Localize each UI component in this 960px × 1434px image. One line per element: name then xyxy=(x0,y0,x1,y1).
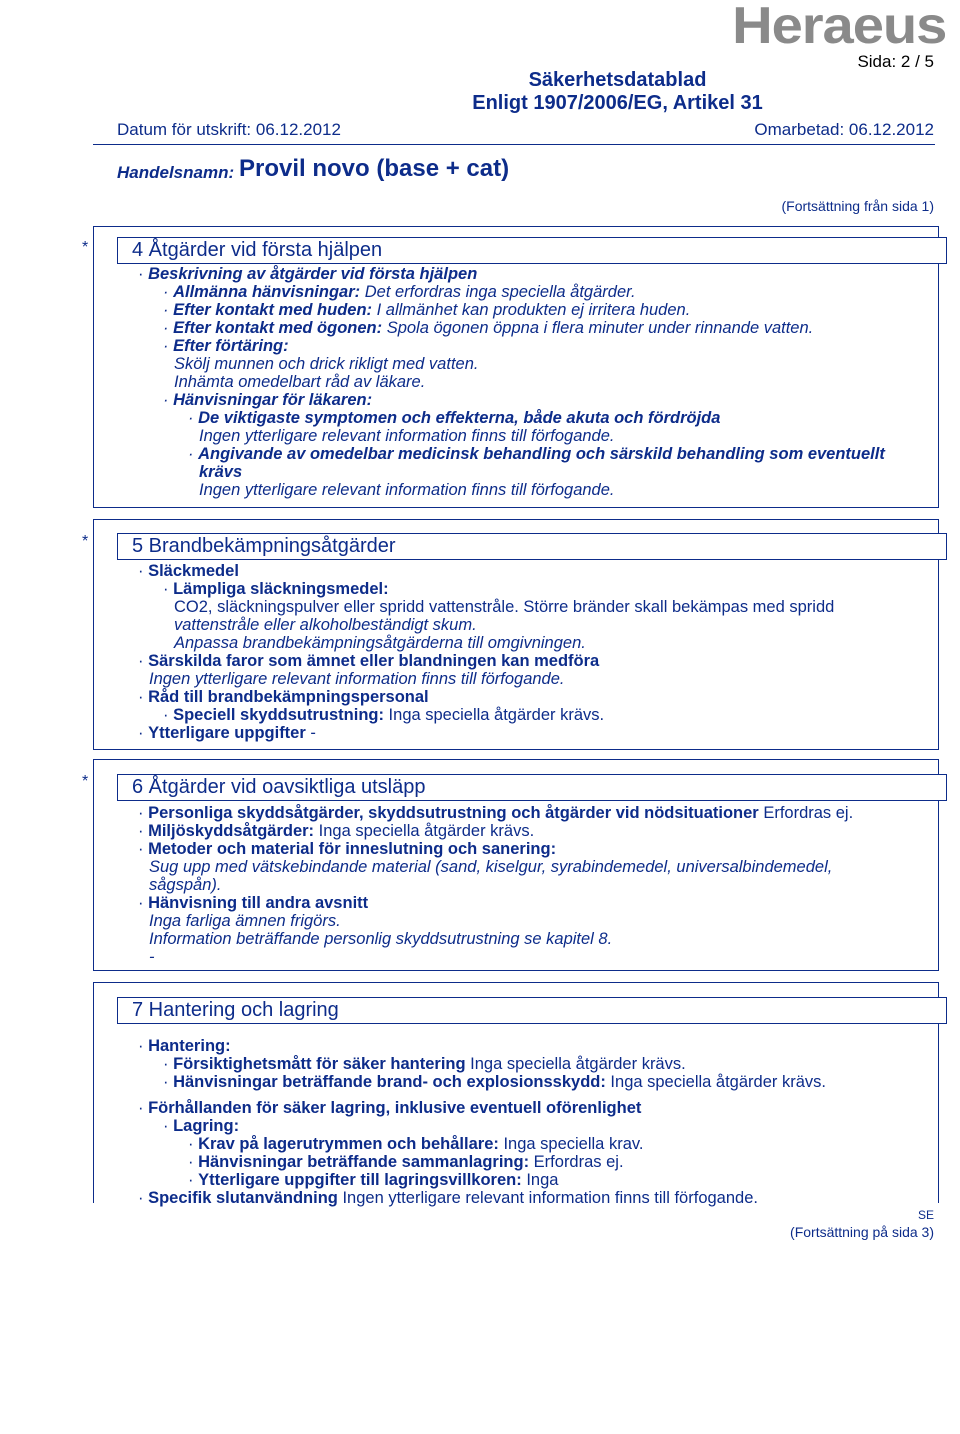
s4-line: · Hänvisningar för läkaren: xyxy=(163,391,373,409)
s5-line: · Särskilda faror som ämnet eller blandningen kan medföra xyxy=(138,652,600,670)
section5-change-marker: * xyxy=(82,533,89,550)
s4-line: · Angivande av omedelbar medicinsk behandling och särskild behandling som eventuellt xyxy=(188,445,885,463)
s6-line: · Hänvisning till andra avsnitt xyxy=(138,894,369,912)
trade-name-label: Handelsnamn: xyxy=(117,163,235,182)
page-number: Sida: 2 / 5 xyxy=(857,52,934,71)
s6-line: · Metoder och material för inneslutning och sanering: xyxy=(138,840,557,858)
s4-line: · Efter kontakt med ögonen: Spola ögonen öppna i flera minuter under rinnande vatten. xyxy=(163,319,814,337)
s6-line: Sug upp med vätskebindande material (sand, kiselgur, syrabindemedel, universalbindemedel, xyxy=(149,858,833,876)
s4-line: · Efter kontakt med huden: I allmänhet kan produkten ej irritera huden. xyxy=(163,301,691,319)
s4-line: · Beskrivning av åtgärder vid första hjälpen xyxy=(138,265,478,283)
continued-to: (Fortsättning på sida 3) xyxy=(790,1224,934,1240)
s7-line: · Lagring: xyxy=(163,1117,240,1135)
s6-line: Information beträffande personlig skyddsutrustning se kapitel 8. xyxy=(149,930,613,948)
s6-line: sågspån). xyxy=(149,876,222,894)
s6-line: · Personliga skyddsåtgärder, skyddsutrustning och åtgärder vid nödsituationer Erfordras ej. xyxy=(138,804,854,822)
s5-line: · Lämpliga släckningsmedel: xyxy=(163,580,389,598)
s5-line: · Råd till brandbekämpningspersonal xyxy=(138,688,429,706)
s5-line: · Speciell skyddsutrustning: Inga speciella åtgärder krävs. xyxy=(163,706,605,724)
heraeus-logo: Heraeus xyxy=(731,0,946,55)
section4-title: 4 Åtgärder vid första hjälpen xyxy=(117,237,947,264)
revised-date: Omarbetad: 06.12.2012 xyxy=(754,120,934,139)
s4-line: krävs xyxy=(199,463,243,481)
s7-line: · Förhållanden för säker lagring, inklusive eventuell oförenlighet xyxy=(138,1099,642,1117)
section6-title: 6 Åtgärder vid oavsiktliga utsläpp xyxy=(117,774,947,801)
s7-line: · Hänvisningar beträffande sammanlagring: Erfordras ej. xyxy=(188,1153,624,1171)
s7-line: · Försiktighetsmått för säker hantering Inga speciella åtgärder krävs. xyxy=(163,1055,686,1073)
section6-change-marker: * xyxy=(82,773,89,790)
trade-name-value: Provil novo (base + cat) xyxy=(239,155,510,182)
s4-line: · Efter förtäring: xyxy=(163,337,289,355)
document-subtitle: Enligt 1907/2006/EG, Artikel 31 xyxy=(472,92,763,114)
continued-from: (Fortsättning från sida 1) xyxy=(781,198,934,214)
language-code: SE xyxy=(917,1208,934,1222)
document-title: Säkerhetsdatablad xyxy=(528,69,707,91)
s5-line: · Ytterligare uppgifter - xyxy=(138,724,316,742)
s6-line: Inga farliga ämnen frigörs. xyxy=(149,912,341,930)
s4-line: Ingen ytterligare relevant information finns till förfogande. xyxy=(199,427,615,445)
s4-line: Ingen ytterligare relevant information finns till förfogande. xyxy=(199,481,615,499)
s5-line: CO2, släckningspulver eller spridd vattenstråle. Större bränder skall bekämpas med spridd xyxy=(174,598,835,616)
section5-title: 5 Brandbekämpningsåtgärder xyxy=(117,533,947,560)
section7-title: 7 Hantering och lagring xyxy=(117,997,947,1024)
s7-line: · Hantering: xyxy=(138,1037,231,1055)
s5-line: Ingen ytterligare relevant information finns till förfogande. xyxy=(149,670,565,688)
s5-line: vattenstråle eller alkoholbeständigt skum. xyxy=(174,616,477,634)
s7-line: · Specifik slutanvändning Ingen ytterligare relevant information finns till förfogande. xyxy=(138,1189,758,1207)
s4-line: · Allmänna hänvisningar: Det erfordras inga speciella åtgärder. xyxy=(163,283,636,301)
s4-line: Skölj munnen och drick rikligt med vatten. xyxy=(174,355,479,373)
s6-line: - xyxy=(149,948,155,966)
s5-line: · Släckmedel xyxy=(138,562,239,580)
s4-line: Inhämta omedelbart råd av läkare. xyxy=(174,373,426,391)
section4-change-marker: * xyxy=(82,239,89,256)
s7-line: · Hänvisningar beträffande brand- och explosionsskydd: Inga speciella åtgärder krävs. xyxy=(163,1073,826,1091)
s7-line: · Ytterligare uppgifter till lagringsvillkoren: Inga xyxy=(188,1171,559,1189)
s4-line: · De viktigaste symptomen och effekterna, både akuta och fördröjda xyxy=(188,409,721,427)
s6-line: · Miljöskyddsåtgärder: Inga speciella åtgärder krävs. xyxy=(138,822,535,840)
s5-line: Anpassa brandbekämpningsåtgärderna till omgivningen. xyxy=(174,634,586,652)
print-date: Datum för utskrift: 06.12.2012 xyxy=(117,120,341,139)
s7-line: · Krav på lagerutrymmen och behållare: Inga speciella krav. xyxy=(188,1135,644,1153)
